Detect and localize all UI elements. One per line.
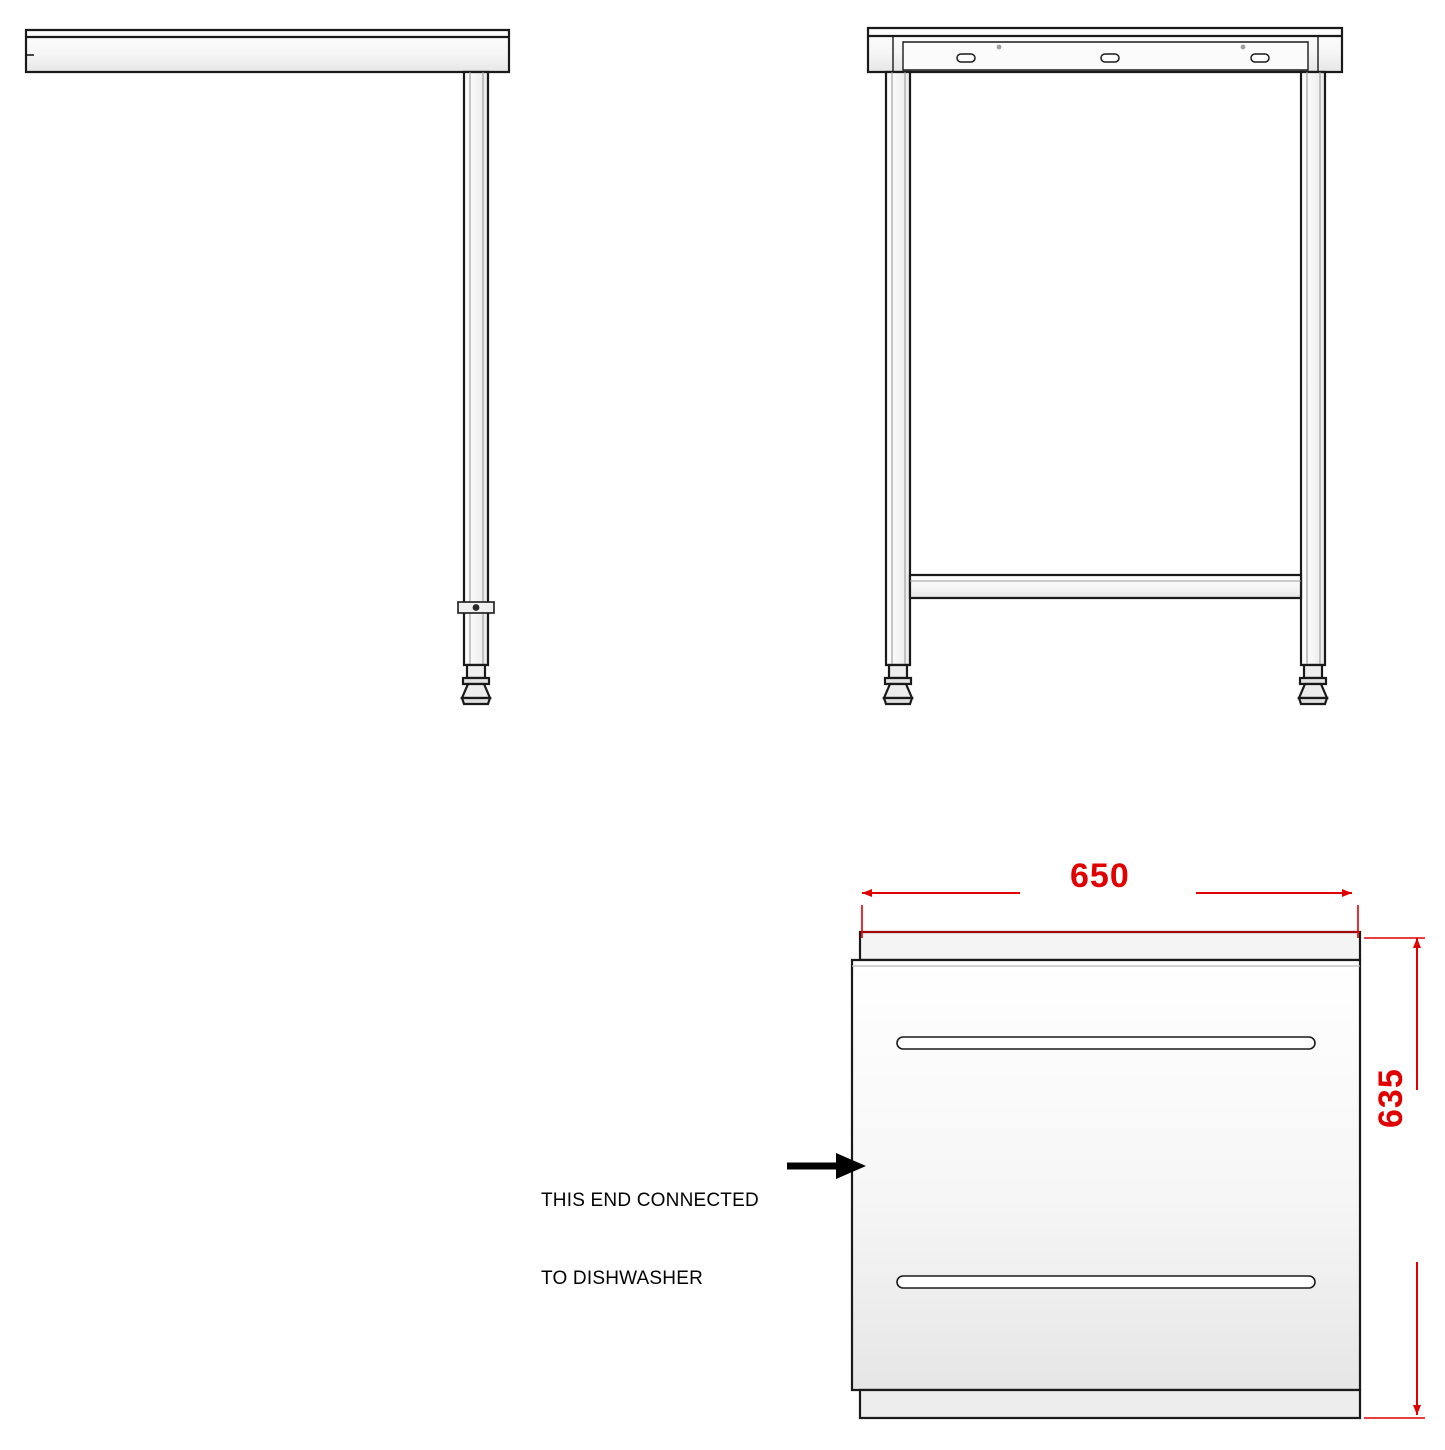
dimension-height-label: 635 <box>1372 1068 1410 1128</box>
end-elevation-view <box>852 932 1360 1418</box>
front-elevation-view <box>868 28 1342 704</box>
adjustable-foot-right <box>1299 665 1327 704</box>
dimension-height <box>1364 938 1425 1418</box>
note-line-1: THIS END CONNECTED <box>541 1190 759 1211</box>
adjustable-foot-left <box>884 665 912 704</box>
side-elevation-view <box>26 30 509 704</box>
adjustable-foot <box>462 665 490 704</box>
note-line-2: TO DISHWASHER <box>541 1268 704 1289</box>
dimension-width-label: 650 <box>1070 857 1130 895</box>
note-dishwasher-connection <box>541 1136 781 1344</box>
leg-fixing-detail <box>458 602 494 613</box>
